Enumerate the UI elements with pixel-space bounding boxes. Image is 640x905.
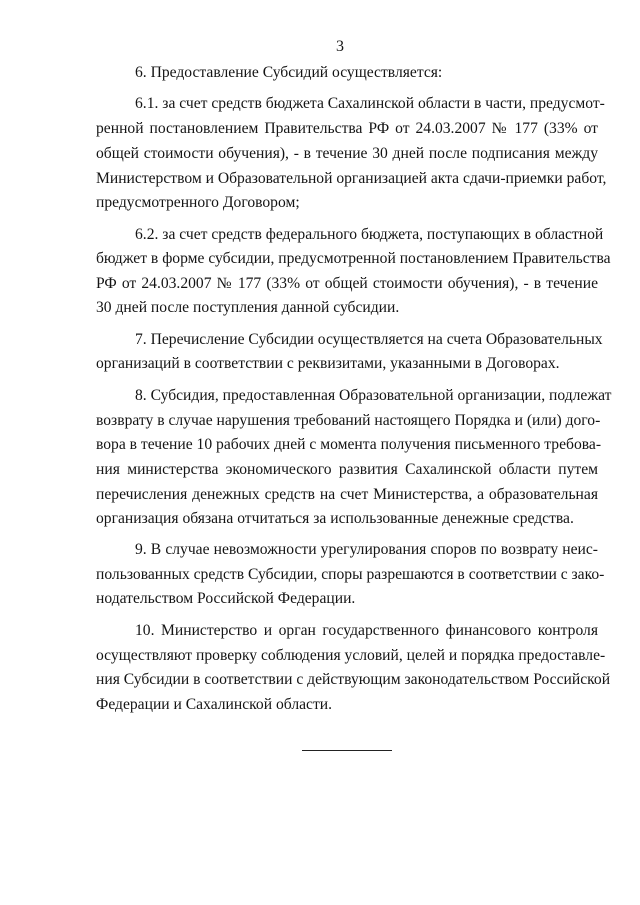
paragraph-10-line: ния Субсидии в соответствии с действующим законодательством Российской bbox=[96, 671, 611, 688]
paragraph-10-line: 10. Министерство и орган государственного финансового контроля bbox=[135, 622, 598, 639]
paragraph-10-line: Федерации и Сахалинской области. bbox=[96, 696, 332, 713]
paragraph-6-1-line: предусмотренного Договором; bbox=[96, 194, 300, 211]
paragraph-9-line: нодательством Российской Федерации. bbox=[96, 590, 356, 607]
paragraph-8-line: организация обязана отчитаться за использованные денежные средства. bbox=[96, 510, 574, 527]
paragraph-6-1-line: Министерством и Образовательной организацией акта сдачи-приемки работ, bbox=[96, 170, 607, 187]
paragraph-10-line: осуществляют проверку соблюдения условий, целей и порядка предоставле- bbox=[96, 647, 606, 664]
paragraph-6-2-line: бюджет в форме субсидии, предусмотренной постановлением Правительства bbox=[96, 250, 611, 267]
paragraph-6-2-line: 6.2. за счет средств федерального бюджета, поступающих в областной bbox=[135, 226, 604, 243]
paragraph-8-line: 8. Субсидия, предоставленная Образовательной организации, подлежат bbox=[135, 387, 612, 404]
paragraph-6-2-line: РФ от 24.03.2007 № 177 (33% от общей стоимости обучения), - в течение bbox=[96, 275, 598, 292]
paragraph-7-line: 7. Перечисление Субсидии осуществляется на счета Образовательных bbox=[135, 331, 603, 348]
paragraph-6-2-line: 30 дней после поступления данной субсидии. bbox=[96, 299, 400, 316]
paragraph-8-line: перечисления денежных средств на счет Министерства, а образовательная bbox=[96, 486, 598, 503]
paragraph-6-1-line: ренной постановлением Правительства РФ от 24.03.2007 № 177 (33% от bbox=[96, 120, 598, 137]
paragraph-6-1-line: 6.1. за счет средств бюджета Сахалинской области в части, предусмот- bbox=[135, 95, 605, 112]
paragraph-6-1-line: общей стоимости обучения), - в течение 30 дней после подписания между bbox=[96, 145, 598, 162]
paragraph-8-line: вора в течение 10 рабочих дней с момента получения письменного требова- bbox=[96, 436, 602, 453]
paragraph-9-line: пользованных средств Субсидии, споры разрешаются в соответствии с зако- bbox=[96, 566, 605, 583]
paragraph-8-line: возврату в случае нарушения требований настоящего Порядка и (или) дого- bbox=[96, 412, 601, 429]
paragraph-7-line: организаций в соответствии с реквизитами, указанными в Договорах. bbox=[96, 355, 560, 372]
paragraph-8-line: ния министерства экономического развития Сахалинской области путем bbox=[96, 461, 598, 478]
paragraph-6-line: 6. Предоставление Субсидий осуществляется: bbox=[135, 64, 443, 81]
page-number: 3 bbox=[336, 38, 344, 55]
paragraph-9-line: 9. В случае невозможности урегулирования споров по возврату неис- bbox=[135, 541, 598, 558]
end-separator-line bbox=[302, 750, 392, 751]
